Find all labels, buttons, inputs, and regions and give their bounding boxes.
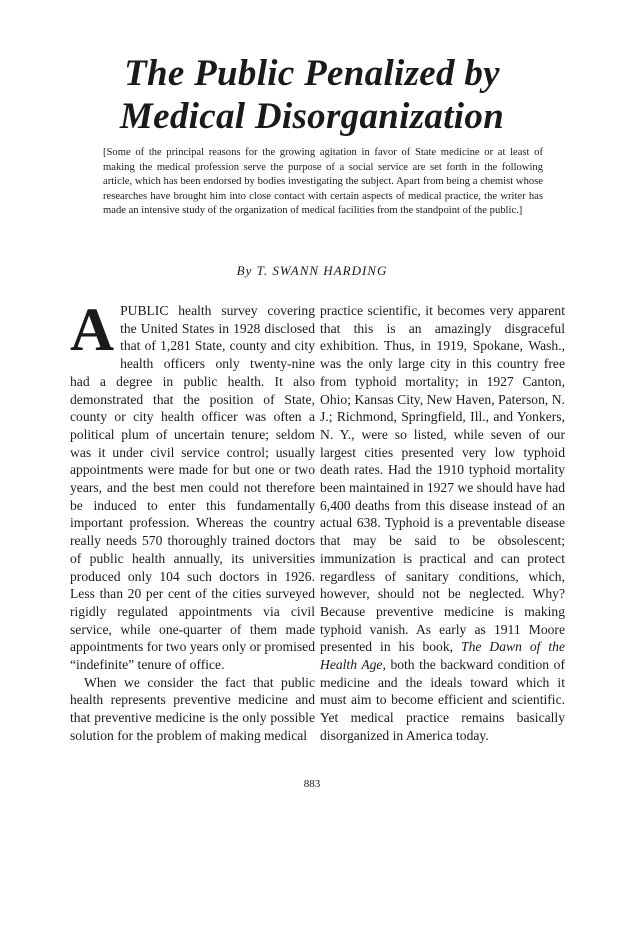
book-title: The Dawn of the Health Age, <box>320 639 566 673</box>
drop-cap: A <box>70 297 115 364</box>
editor-note: [Some of the principal reasons for the growing agitation in favor of State medicine or at least of making the medical profession serve the purpose of a social service are set forth in the following article, which has been endorsed by bodies investigating the subject. Apart from being a chemist whose researches have brought him into close contact with certain aspects of medical practice, the writer has made an intensive study of the organization of medical facilities from the standpoint of the public.] <box>103 147 543 217</box>
byline: By T. SWANN HARDING <box>236 263 388 278</box>
paragraph-2-text-a: practice scientific, it becomes very apparent that this is an amazingly disgraceful exhibition. Thus, in 1919, Spokane, Wash., was the only large city in this country free from typhoid mortality; in 1927 Canton, Ohio; Kansas City, New Haven, Paterson, N. J.; Richmond, Springfield, Ill., and Yonkers, N. Y., were so listed, while seven of our largest cities presented very low typhoid death rates. Had the 1910 typhoid mortality been maintained in 1927 we should have had 6,400 deaths from this disease instead of an actual 638. Typhoid is a preventable disease that may be said to be obsolescent; immunization is practical and can protect regardless of sanitary conditions, which, however, should not be neglected. Why? Because preventive medicine is making typhoid vanish. As early as 1911 Moore presented in his book, <box>320 303 565 655</box>
paragraph-2-continued <box>320 302 565 745</box>
page-number: 883 <box>303 778 321 790</box>
paragraph-2-text-b: both the backward condition of medicine and the ideals toward which it must aim to become efficient and scientific. Yet medical practice remains basically disorganized in America today. <box>320 657 565 743</box>
article-title: The Public Penalized by Medical Disorganization <box>119 53 505 137</box>
right-column <box>320 302 565 745</box>
paragraph-1 <box>70 297 315 674</box>
paragraph-1-text: PUBLIC health survey covering the United States in 1928 disclosed that of 1,281 State, county and city health officers only twenty-nine had a degree in public health. It also demonstrated that the position of State, county or city health officer was often a political plum of uncertain tenure; seldom was it under civil service control; usually appointments were made for but one or two years, and the best men could not therefore be induced to enter this fundamentally important profession. Whereas the country really needs 570 thoroughly trained doctors of public health annually, its universities produced only 104 such doctors in 1926. Less than 20 per cent of the cities surveyed rigidly regulated appointments via civil service, while one-quarter of them made appointments for two years only or promised “indefinite” tenure of office. <box>70 303 315 673</box>
left-column <box>70 297 315 745</box>
paragraph-2: When we consider the fact that public health represents preventive medicine and that preventive medicine is the only possible solution for the problem of making medical <box>70 674 315 743</box>
